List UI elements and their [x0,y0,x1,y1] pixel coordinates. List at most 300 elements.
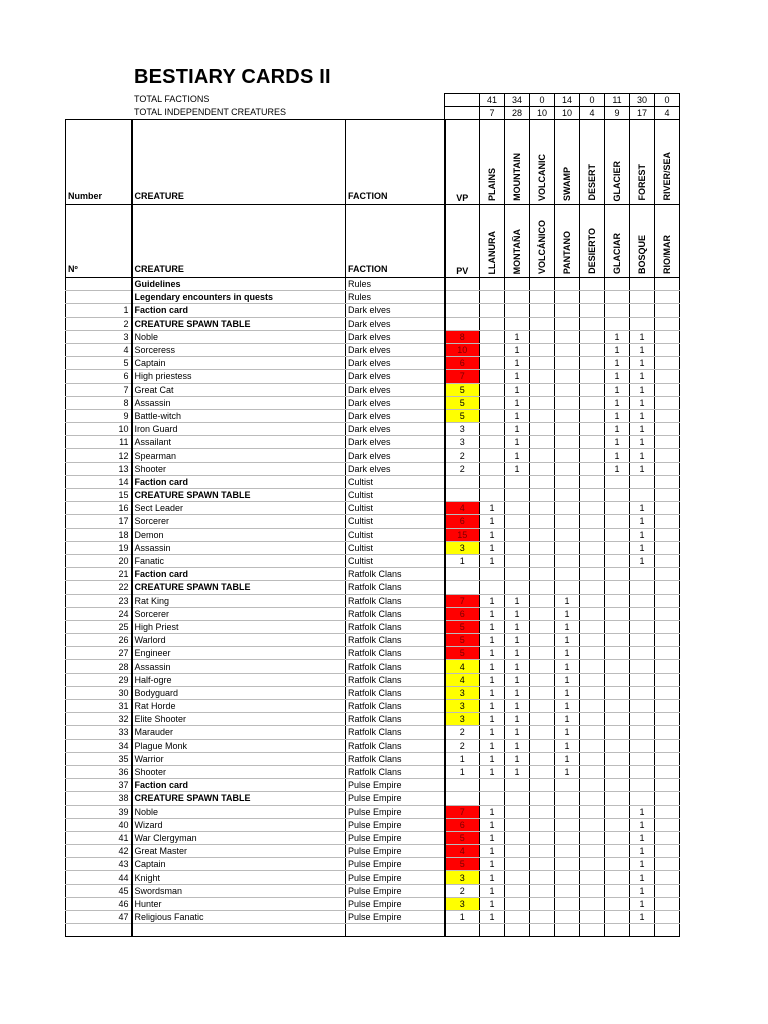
row-terrain-cell [505,528,530,541]
row-terrain-cell [605,660,630,673]
row-terrain-cell [480,278,505,291]
row-terrain-cell [480,409,505,422]
header-number: Number [66,120,132,205]
row-number: 27 [66,647,132,660]
row-creature: Faction card [132,568,346,581]
row-terrain-cell: 1 [480,673,505,686]
row-terrain-cell [655,660,680,673]
row-terrain-cell [655,858,680,871]
row-terrain-cell [530,568,555,581]
row-terrain-cell [480,462,505,475]
row-number: 18 [66,528,132,541]
row-terrain-cell [555,343,580,356]
row-terrain-cell [655,396,680,409]
row-terrain-cell [530,765,555,778]
row-terrain-cell [480,792,505,805]
row-terrain-cell [630,700,655,713]
row-number: 3 [66,330,132,343]
row-terrain-cell [655,792,680,805]
row-creature: Sect Leader [132,502,346,515]
row-terrain-cell [530,805,555,818]
row-vp: 3 [445,686,480,699]
row-terrain-cell [530,752,555,765]
row-terrain-cell [630,278,655,291]
row-terrain-cell [655,752,680,765]
row-terrain-cell [605,871,630,884]
row-terrain-cell [580,489,605,502]
row-terrain-cell [480,357,505,370]
row-vp: 3 [445,713,480,726]
table-row [66,396,680,409]
row-terrain-cell [605,858,630,871]
row-terrain-cell [655,647,680,660]
row-terrain-cell [530,489,555,502]
row-terrain-cell: 1 [555,673,580,686]
row-terrain-cell: 1 [480,594,505,607]
table-row [66,594,680,607]
row-faction: Ratfolk Clans [346,686,445,699]
row-faction: Pulse Empire [346,831,445,844]
row-creature: Faction card [132,779,346,792]
row-creature: Faction card [132,304,346,317]
row-terrain-cell: 1 [630,370,655,383]
row-terrain-cell [605,502,630,515]
table-row [66,897,680,910]
row-terrain-cell [655,357,680,370]
table-row [66,291,680,304]
row-terrain-cell [630,568,655,581]
row-terrain-cell: 1 [505,713,530,726]
row-terrain-cell [580,581,605,594]
row-terrain-cell [530,541,555,554]
row-faction: Pulse Empire [346,884,445,897]
page-title: BESTIARY CARDS II [134,66,331,88]
row-terrain-cell [655,409,680,422]
row-faction: Pulse Empire [346,858,445,871]
row-creature: Assassin [132,660,346,673]
row-terrain-cell [480,383,505,396]
row-vp: 6 [445,357,480,370]
row-terrain-cell [655,805,680,818]
row-terrain-cell: 1 [480,713,505,726]
row-terrain-cell: 1 [480,871,505,884]
row-number [66,291,132,304]
row-vp: 5 [445,647,480,660]
row-terrain-cell [580,449,605,462]
row-vp: 6 [445,607,480,620]
row-terrain-cell [530,871,555,884]
row-creature: Swordsman [132,884,346,897]
row-terrain-cell: 1 [630,502,655,515]
row-terrain-cell [505,845,530,858]
row-vp: 4 [445,673,480,686]
row-terrain-cell [605,528,630,541]
row-terrain-cell [505,502,530,515]
row-terrain-cell [655,528,680,541]
row-terrain-cell [530,620,555,633]
row-terrain-cell [655,304,680,317]
es-terrain-label: MONTAÑA [512,228,522,274]
row-terrain-cell [580,330,605,343]
total-factions-row [445,94,680,107]
row-number: 36 [66,765,132,778]
row-terrain-cell [630,739,655,752]
row-faction: Pulse Empire [346,897,445,910]
total-factions-cell: 0 [530,94,555,107]
row-terrain-cell: 1 [505,660,530,673]
en-terrain-header [655,120,680,205]
row-terrain-cell [655,278,680,291]
row-terrain-cell [555,924,580,937]
row-terrain-cell [530,739,555,752]
row-vp: 5 [445,383,480,396]
row-faction: Pulse Empire [346,911,445,924]
table-row [66,884,680,897]
row-terrain-cell [605,739,630,752]
row-creature: Engineer [132,647,346,660]
row-terrain-cell [480,396,505,409]
row-terrain-cell [655,370,680,383]
row-terrain-cell [655,607,680,620]
row-number: 39 [66,805,132,818]
row-terrain-cell [605,805,630,818]
row-vp [445,581,480,594]
total-independent-cell: 7 [480,107,505,120]
row-terrain-cell [580,647,605,660]
row-terrain-cell [580,357,605,370]
row-number: 44 [66,871,132,884]
row-terrain-cell [505,304,530,317]
row-terrain-cell [580,752,605,765]
row-number [66,924,132,937]
row-faction: Dark elves [346,317,445,330]
row-terrain-cell [605,845,630,858]
row-terrain-cell [630,489,655,502]
row-terrain-cell [580,278,605,291]
row-terrain-cell [530,357,555,370]
row-terrain-cell [530,858,555,871]
row-faction: Ratfolk Clans [346,726,445,739]
en-terrain-label: GLACIER [612,160,622,201]
row-number: 43 [66,858,132,871]
row-terrain-cell [580,779,605,792]
row-terrain-cell [555,330,580,343]
row-terrain-cell [655,871,680,884]
row-terrain-cell [580,897,605,910]
row-terrain-cell: 1 [630,884,655,897]
row-terrain-cell [505,818,530,831]
es-terrain-label: LLANURA [487,230,497,274]
row-terrain-cell: 1 [480,858,505,871]
row-number: 25 [66,620,132,633]
row-terrain-cell [655,423,680,436]
row-vp: 7 [445,594,480,607]
row-faction: Dark elves [346,462,445,475]
row-vp [445,792,480,805]
row-terrain-cell [655,726,680,739]
row-terrain-cell [655,924,680,937]
row-terrain-cell: 1 [555,765,580,778]
row-terrain-cell: 1 [505,462,530,475]
row-vp: 4 [445,660,480,673]
row-terrain-cell: 1 [480,845,505,858]
row-creature: Warrior [132,752,346,765]
table-row [66,475,680,488]
row-creature: Knight [132,871,346,884]
table-row [66,528,680,541]
header-pv-es: PV [445,205,480,278]
row-terrain-cell [530,673,555,686]
row-terrain-cell [630,647,655,660]
row-terrain-cell [555,278,580,291]
row-number: 22 [66,581,132,594]
en-terrain-header [580,120,605,205]
row-number: 9 [66,409,132,422]
header-vp: VP [445,120,480,205]
row-terrain-cell [530,449,555,462]
table-row [66,739,680,752]
row-terrain-cell [505,475,530,488]
row-terrain-cell [555,515,580,528]
row-terrain-cell [505,278,530,291]
row-faction: Ratfolk Clans [346,739,445,752]
row-creature: Faction card [132,475,346,488]
row-terrain-cell [530,634,555,647]
row-terrain-cell [505,924,530,937]
table-row [66,370,680,383]
row-vp [445,924,480,937]
row-terrain-cell [480,489,505,502]
row-creature: Sorceress [132,343,346,356]
en-terrain-label: VOLCANIC [537,154,547,201]
row-terrain-cell [655,581,680,594]
row-vp: 4 [445,845,480,858]
row-terrain-cell [580,673,605,686]
row-terrain-cell: 1 [505,634,530,647]
row-faction: Pulse Empire [346,792,445,805]
row-creature [132,924,346,937]
row-terrain-cell [480,436,505,449]
row-terrain-cell: 1 [605,396,630,409]
row-terrain-cell [555,568,580,581]
row-creature: Hunter [132,897,346,910]
row-terrain-cell [505,515,530,528]
row-faction: Pulse Empire [346,779,445,792]
row-creature: CREATURE SPAWN TABLE [132,581,346,594]
row-terrain-cell: 1 [555,700,580,713]
row-vp: 5 [445,634,480,647]
row-terrain-cell [555,357,580,370]
total-factions-label: TOTAL FACTIONS [134,94,210,104]
row-terrain-cell [555,581,580,594]
total-independent-row [445,107,680,120]
table-row [66,304,680,317]
row-creature: Guidelines [132,278,346,291]
row-terrain-cell [480,370,505,383]
en-terrain-header [555,120,580,205]
row-creature: Fanatic [132,554,346,567]
es-terrain-header [480,205,505,278]
row-terrain-cell: 1 [505,726,530,739]
row-terrain-cell [630,634,655,647]
row-creature: Rat Horde [132,700,346,713]
row-vp [445,304,480,317]
row-terrain-cell [605,831,630,844]
row-terrain-cell [505,541,530,554]
row-terrain-cell: 1 [630,911,655,924]
row-terrain-cell: 1 [505,449,530,462]
row-terrain-cell [655,911,680,924]
row-terrain-cell [630,779,655,792]
row-faction: Ratfolk Clans [346,765,445,778]
row-terrain-cell [580,765,605,778]
row-terrain-cell [655,317,680,330]
row-number: 5 [66,357,132,370]
row-terrain-cell [655,568,680,581]
row-terrain-cell [505,897,530,910]
row-terrain-cell [555,818,580,831]
row-terrain-cell [530,528,555,541]
row-terrain-cell [655,713,680,726]
row-terrain-cell [655,818,680,831]
row-vp: 5 [445,620,480,633]
row-terrain-cell: 1 [480,541,505,554]
es-terrain-label: RIO/MAR [662,235,672,274]
es-terrain-header [655,205,680,278]
row-terrain-cell [505,884,530,897]
row-number: 8 [66,396,132,409]
row-terrain-cell: 1 [630,858,655,871]
table-row [66,818,680,831]
row-terrain-cell [605,792,630,805]
row-terrain-cell: 1 [505,330,530,343]
row-terrain-cell [655,343,680,356]
header-row-spanish [66,205,680,278]
row-number: 32 [66,713,132,726]
row-terrain-cell [530,660,555,673]
row-terrain-cell [605,818,630,831]
row-terrain-cell [530,291,555,304]
table-row [66,700,680,713]
row-number: 19 [66,541,132,554]
row-terrain-cell [480,317,505,330]
row-number: 41 [66,831,132,844]
row-terrain-cell [605,304,630,317]
table-row [66,792,680,805]
row-terrain-cell [655,475,680,488]
en-terrain-header [505,120,530,205]
row-terrain-cell [605,765,630,778]
row-creature: Assassin [132,541,346,554]
row-terrain-cell [605,752,630,765]
table-row [66,634,680,647]
table-row [66,752,680,765]
row-number: 26 [66,634,132,647]
row-terrain-cell [580,739,605,752]
row-vp: 5 [445,858,480,871]
row-terrain-cell [530,581,555,594]
row-terrain-cell: 1 [630,805,655,818]
row-faction: Ratfolk Clans [346,713,445,726]
row-faction: Ratfolk Clans [346,660,445,673]
bestiary-table [65,119,680,937]
row-number: 38 [66,792,132,805]
row-terrain-cell: 1 [555,634,580,647]
row-terrain-cell [580,515,605,528]
total-factions-cell: 0 [655,94,680,107]
row-terrain-cell: 1 [505,423,530,436]
row-terrain-cell: 1 [480,739,505,752]
row-terrain-cell [605,607,630,620]
row-terrain-cell: 1 [630,871,655,884]
es-terrain-header [505,205,530,278]
row-terrain-cell: 1 [605,357,630,370]
row-faction: Ratfolk Clans [346,673,445,686]
row-terrain-cell [580,871,605,884]
row-creature: Noble [132,330,346,343]
table-row [66,779,680,792]
row-terrain-cell [580,686,605,699]
table-row [66,607,680,620]
row-terrain-cell [605,634,630,647]
row-terrain-cell [480,581,505,594]
row-terrain-cell [580,304,605,317]
row-terrain-cell [630,765,655,778]
row-terrain-cell [580,858,605,871]
row-terrain-cell: 1 [555,739,580,752]
row-faction: Dark elves [346,423,445,436]
table-row [66,620,680,633]
row-faction: Cultist [346,489,445,502]
row-faction: Cultist [346,528,445,541]
row-vp: 3 [445,897,480,910]
row-terrain-cell [630,581,655,594]
row-terrain-cell: 1 [480,765,505,778]
row-terrain-cell [530,554,555,567]
row-terrain-cell [555,449,580,462]
row-terrain-cell [530,726,555,739]
row-terrain-cell [530,436,555,449]
row-terrain-cell [655,449,680,462]
row-terrain-cell [605,686,630,699]
row-vp: 4 [445,502,480,515]
header-faction: FACTION [346,120,445,205]
row-terrain-cell [630,924,655,937]
row-creature: Shooter [132,462,346,475]
row-terrain-cell: 1 [555,726,580,739]
en-terrain-label: SWAMP [562,166,572,201]
row-vp: 5 [445,831,480,844]
row-terrain-cell [505,554,530,567]
row-terrain-cell: 1 [505,409,530,422]
row-terrain-cell [555,489,580,502]
row-terrain-cell [580,831,605,844]
row-number: 33 [66,726,132,739]
en-terrain-label: MOUNTAIN [512,153,522,201]
row-terrain-cell: 1 [505,370,530,383]
row-number: 7 [66,383,132,396]
row-terrain-cell [555,317,580,330]
row-terrain-cell: 1 [555,752,580,765]
row-terrain-cell: 1 [630,554,655,567]
row-terrain-cell: 1 [630,845,655,858]
row-terrain-cell: 1 [630,818,655,831]
row-creature: Spearman [132,449,346,462]
row-faction: Cultist [346,554,445,567]
row-terrain-cell: 1 [480,818,505,831]
row-terrain-cell [530,502,555,515]
row-terrain-cell: 1 [630,343,655,356]
